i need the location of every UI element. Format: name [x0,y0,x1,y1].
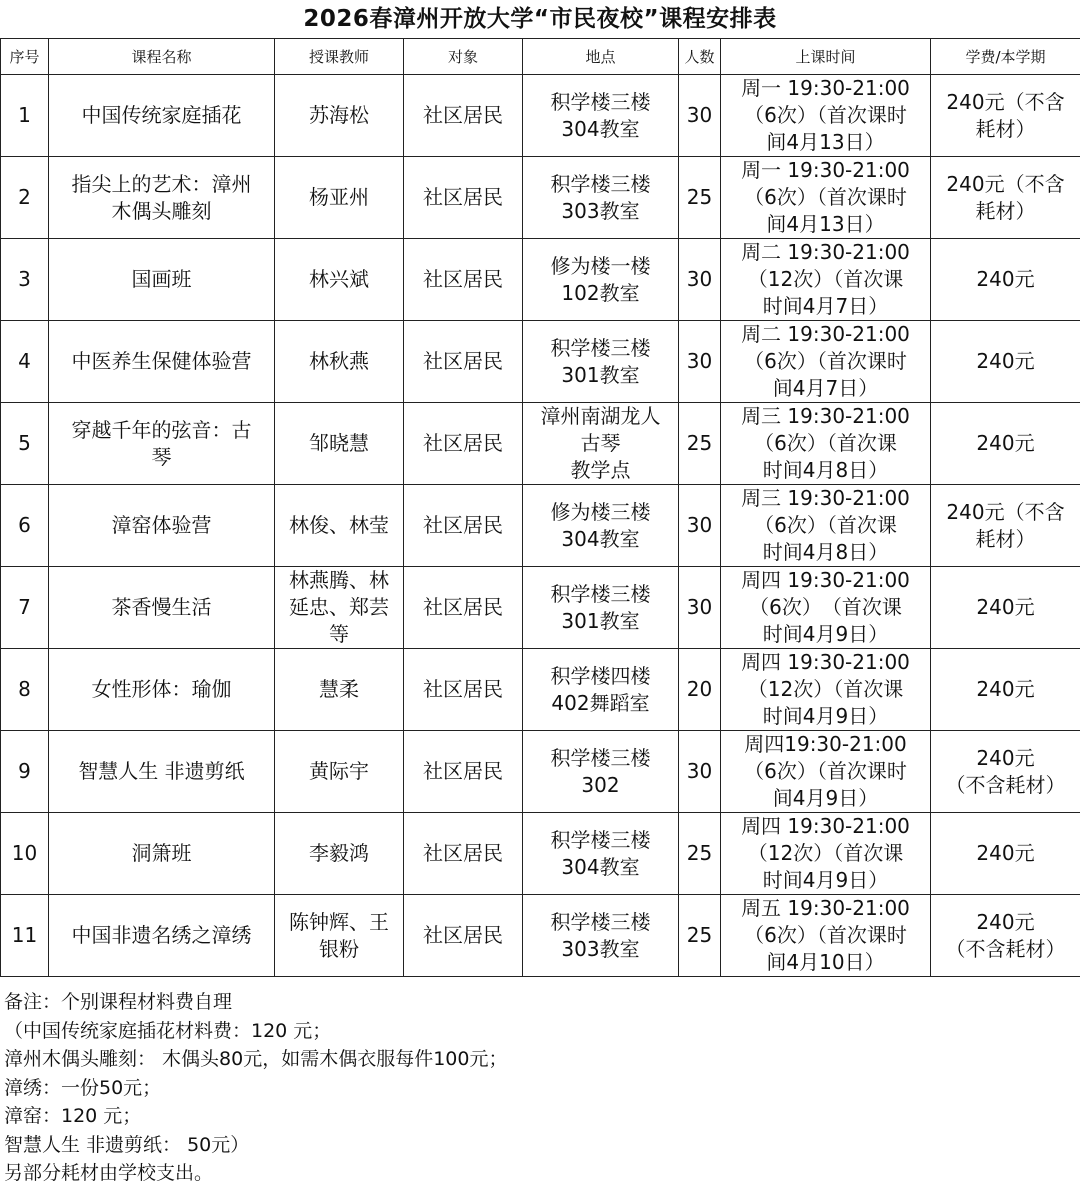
table-header-row [1,39,1080,75]
cell-audience: 社区居民 [404,813,523,895]
note-line: 智慧人生 非遗剪纸： 50元） [4,1133,250,1156]
cell-audience: 社区居民 [404,485,523,567]
cell-teacher: 李毅鸿 [275,813,404,895]
cell-num: 7 [1,567,49,649]
cell-count: 30 [679,75,721,157]
header-num: 序号 [1,39,49,75]
cell-location: 积学楼三楼 304教室 [523,75,679,157]
cell-teacher: 林燕腾、林 延忠、郑芸 等 [275,567,404,649]
cell-count: 25 [679,895,721,977]
cell-fee: 240元 （不含耗材） [931,895,1080,977]
cell-location: 积学楼三楼 302 [523,731,679,813]
cell-teacher: 黄际宇 [275,731,404,813]
cell-fee: 240元（不含 耗材） [931,75,1080,157]
cell-course: 中国非遗名绣之漳绣 [49,895,275,977]
cell-location: 漳州南湖龙人 古琴 教学点 [523,403,679,485]
cell-course: 指尖上的艺术：漳州 木偶头雕刻 [49,157,275,239]
cell-count: 30 [679,567,721,649]
header-fee: 学费/本学期 [931,39,1080,75]
cell-course: 中国传统家庭插花 [49,75,275,157]
table-body [1,75,1080,977]
cell-time: 周一 19:30-21:00 （6次）（首次课时 间4月13日） [721,157,931,239]
table-row [1,649,1080,731]
table-row [1,321,1080,403]
cell-audience: 社区居民 [404,567,523,649]
cell-location: 修为楼一楼 102教室 [523,239,679,321]
cell-location: 积学楼三楼 303教室 [523,157,679,239]
cell-audience: 社区居民 [404,731,523,813]
table-row [1,567,1080,649]
cell-course: 女性形体：瑜伽 [49,649,275,731]
cell-fee: 240元 [931,649,1080,731]
cell-fee: 240元（不含 耗材） [931,485,1080,567]
cell-num: 10 [1,813,49,895]
page-title: 2026春漳州开放大学“市民夜校”课程安排表 [303,6,777,32]
table-row [1,813,1080,895]
cell-fee: 240元 [931,567,1080,649]
cell-time: 周四 19:30-21:00 （12次）（首次课 时间4月9日） [721,813,931,895]
note-line: （中国传统家庭插花材料费：120 元； [4,1019,332,1042]
cell-time: 周二 19:30-21:00 （12次）（首次课 时间4月7日） [721,239,931,321]
cell-location: 积学楼三楼 303教室 [523,895,679,977]
cell-teacher: 慧柔 [275,649,404,731]
cell-teacher: 林俊、林莹 [275,485,404,567]
cell-count: 25 [679,157,721,239]
cell-audience: 社区居民 [404,403,523,485]
cell-fee: 240元 [931,403,1080,485]
cell-fee: 240元 [931,813,1080,895]
note-line: 漳州木偶头雕刻： 木偶头80元，如需木偶衣服每件100元； [4,1048,508,1070]
cell-num: 4 [1,321,49,403]
note-line: 漳窑：120 元； [4,1105,142,1127]
cell-num: 6 [1,485,49,567]
cell-teacher: 苏海松 [275,75,404,157]
cell-count: 25 [679,813,721,895]
course-schedule-table [0,38,1080,977]
notes-section [4,988,1074,1188]
cell-course: 中医养生保健体验营 [49,321,275,403]
cell-time: 周一 19:30-21:00 （6次）（首次课时 间4月13日） [721,75,931,157]
cell-time: 周三 19:30-21:00 （6次）（首次课 时间4月8日） [721,403,931,485]
cell-time: 周四 19:30-21:00 （6次） （首次课 时间4月9日） [721,567,931,649]
cell-num: 2 [1,157,49,239]
cell-num: 11 [1,895,49,977]
cell-teacher: 陈钟辉、王 银粉 [275,895,404,977]
cell-count: 25 [679,403,721,485]
note-line: 备注：个别课程材料费自理 [4,991,233,1013]
cell-audience: 社区居民 [404,895,523,977]
table-row [1,75,1080,157]
note-line: 另部分耗材由学校支出。 [4,1162,214,1184]
cell-fee: 240元 （不含耗材） [931,731,1080,813]
cell-course: 国画班 [49,239,275,321]
cell-location: 积学楼三楼 301教室 [523,321,679,403]
cell-fee: 240元（不含 耗材） [931,157,1080,239]
cell-audience: 社区居民 [404,239,523,321]
note-line: 漳绣：一份50元； [4,1076,162,1099]
cell-fee: 240元 [931,321,1080,403]
cell-location: 修为楼三楼 304教室 [523,485,679,567]
cell-location: 积学楼三楼 301教室 [523,567,679,649]
cell-location: 积学楼三楼 304教室 [523,813,679,895]
cell-count: 30 [679,239,721,321]
table-row [1,485,1080,567]
cell-teacher: 邹晓慧 [275,403,404,485]
cell-time: 周三 19:30-21:00 （6次）（首次课 时间4月8日） [721,485,931,567]
table-row [1,895,1080,977]
header-teacher: 授课教师 [275,39,404,75]
cell-time: 周四 19:30-21:00 （12次）（首次课 时间4月9日） [721,649,931,731]
cell-course: 智慧人生 非遗剪纸 [49,731,275,813]
cell-num: 1 [1,75,49,157]
cell-audience: 社区居民 [404,649,523,731]
cell-course: 穿越千年的弦音：古 琴 [49,403,275,485]
cell-count: 30 [679,485,721,567]
header-time: 上课时间 [721,39,931,75]
cell-num: 9 [1,731,49,813]
cell-time: 周五 19:30-21:00 （6次）（首次课时 间4月10日） [721,895,931,977]
cell-time: 周四19:30-21:00 （6次）（首次课时 间4月9日） [721,731,931,813]
cell-teacher: 杨亚州 [275,157,404,239]
cell-course: 茶香慢生活 [49,567,275,649]
table-row [1,239,1080,321]
cell-teacher: 林秋燕 [275,321,404,403]
header-audience: 对象 [404,39,523,75]
cell-num: 3 [1,239,49,321]
cell-audience: 社区居民 [404,75,523,157]
cell-num: 5 [1,403,49,485]
cell-fee: 240元 [931,239,1080,321]
cell-time: 周二 19:30-21:00 （6次）（首次课时 间4月7日） [721,321,931,403]
cell-teacher: 林兴斌 [275,239,404,321]
cell-num: 8 [1,649,49,731]
cell-count: 30 [679,731,721,813]
cell-audience: 社区居民 [404,157,523,239]
header-count: 人数 [679,39,721,75]
cell-count: 20 [679,649,721,731]
cell-course: 漳窑体验营 [49,485,275,567]
header-course: 课程名称 [49,39,275,75]
cell-audience: 社区居民 [404,321,523,403]
table-row [1,157,1080,239]
cell-course: 洞箫班 [49,813,275,895]
cell-location: 积学楼四楼 402舞蹈室 [523,649,679,731]
header-location: 地点 [523,39,679,75]
cell-count: 30 [679,321,721,403]
table-row [1,403,1080,485]
table-row [1,731,1080,813]
